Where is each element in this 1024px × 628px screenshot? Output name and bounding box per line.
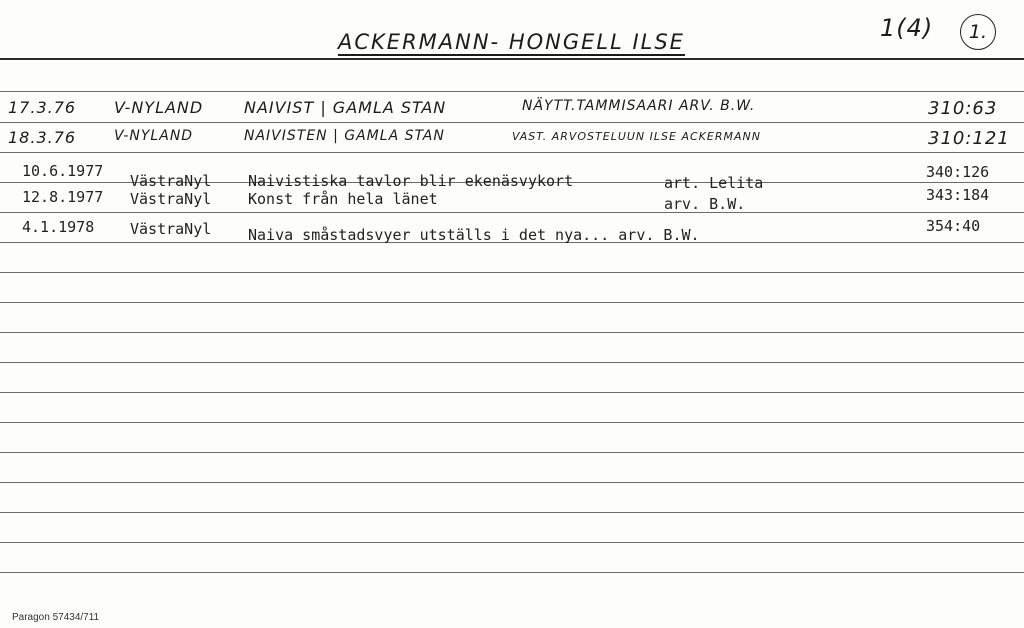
ruled-line <box>0 512 1024 513</box>
header-rule <box>0 58 1024 60</box>
ruled-line <box>0 482 1024 483</box>
entry-date: 10.6.1977 <box>22 162 104 180</box>
entry-ref: 343:184 <box>926 186 990 204</box>
entry-headline: Naivistiska tavlor blir ekenäsvykort <box>248 172 574 190</box>
entry-paper: VästraNyl <box>130 190 212 208</box>
entry-ref: 310:121 <box>928 128 1010 149</box>
entry-ref: 310:63 <box>928 98 998 119</box>
entry-headline: NAIVIST | GAMLA STAN <box>244 98 447 117</box>
entry-ref: 340:126 <box>926 163 990 181</box>
ruled-line <box>0 91 1024 92</box>
ruled-line <box>0 362 1024 363</box>
entry-date: 12.8.1977 <box>22 188 104 206</box>
card-number: 1(4) <box>880 14 934 42</box>
entry-date: 4.1.1978 <box>22 218 95 236</box>
circled-number: 1. <box>960 14 996 50</box>
ruled-line <box>0 152 1024 153</box>
ruled-line <box>0 212 1024 213</box>
entry-paper: V-NYLAND <box>114 128 194 144</box>
entry-note: NÄYTT.TAMMISAARI ARV. B.W. <box>522 98 756 114</box>
entry-paper: VästraNyl <box>130 172 212 190</box>
entry-headline: Konst från hela länet <box>248 190 438 208</box>
ruled-line <box>0 302 1024 303</box>
entry-note: arv. B.W. <box>664 195 746 213</box>
entry-headline: NAIVISTEN | GAMLA STAN <box>244 128 445 144</box>
entry-paper: V-NYLAND <box>114 98 204 117</box>
ruled-line <box>0 332 1024 333</box>
ruled-line <box>0 422 1024 423</box>
ruled-line <box>0 572 1024 573</box>
entry-note: art. Lelita <box>664 174 764 192</box>
ruled-line <box>0 272 1024 273</box>
entry-paper: VästraNyl <box>130 220 212 238</box>
entry-headline: Naiva småstadsvyer utställs i det nya... arv. B.W. <box>248 226 700 244</box>
ruled-line <box>0 122 1024 123</box>
entry-date: 17.3.76 <box>8 98 77 117</box>
ruled-line <box>0 542 1024 543</box>
ruled-line <box>0 452 1024 453</box>
entry-ref: 354:40 <box>926 217 981 235</box>
ruled-line <box>0 392 1024 393</box>
card-title: ACKERMANN- HONGELL ILSE <box>338 30 685 54</box>
printer-imprint: Paragon 57434/711 <box>12 612 100 623</box>
entry-date: 18.3.76 <box>8 128 77 147</box>
entry-note: VAST. ARVOSTELUUN ILSE ACKERMANN <box>512 130 761 143</box>
